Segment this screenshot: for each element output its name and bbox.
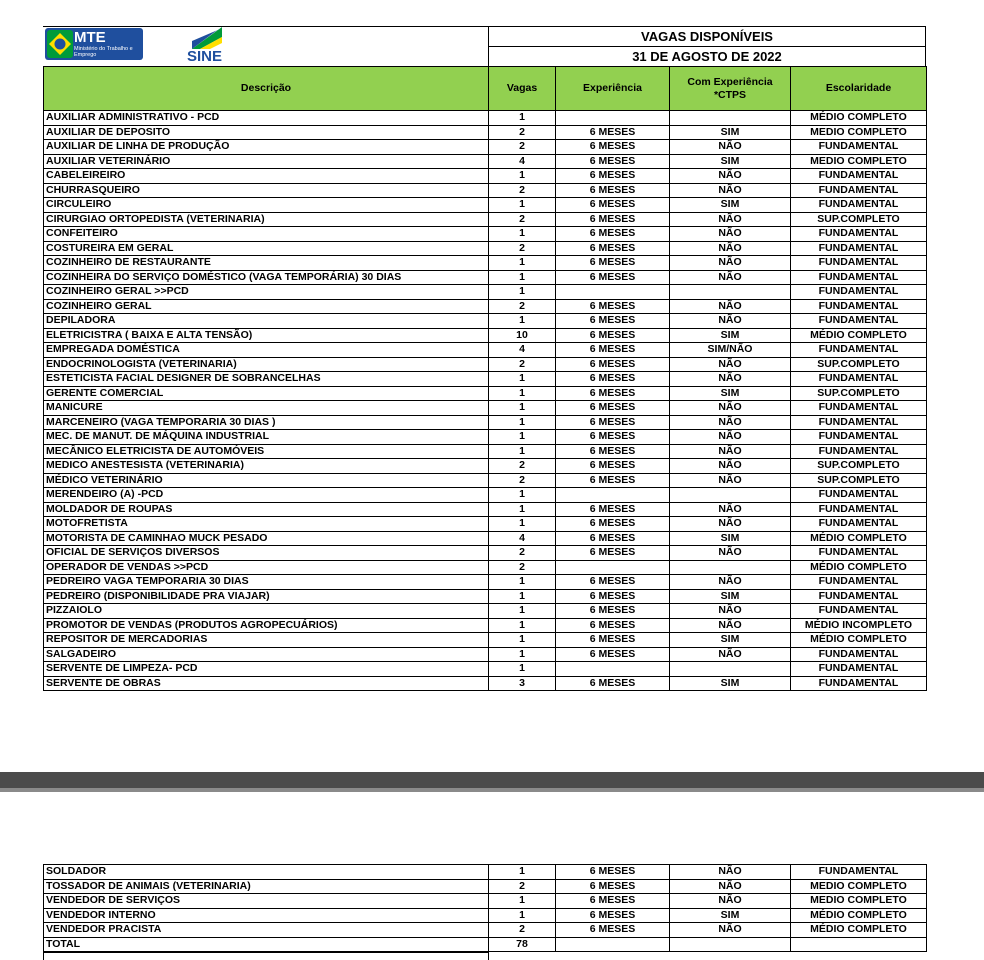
cell-escolaridade: MEDIO COMPLETO: [791, 894, 927, 909]
table-row: [44, 285, 927, 300]
cell-vagas: 1: [489, 227, 556, 242]
table-row: [44, 386, 927, 401]
cell-descricao: DEPILADORA: [44, 314, 489, 329]
table-row: [44, 183, 927, 198]
cell-descricao: ENDOCRINOLOGISTA (VETERINARIA): [44, 357, 489, 372]
cell-vagas: 2: [489, 459, 556, 474]
title-box: [488, 26, 926, 66]
cell-escolaridade: FUNDAMENTAL: [791, 372, 927, 387]
cell-ctps: [670, 937, 791, 952]
page-title: VAGAS DISPONÍVEIS: [489, 27, 925, 47]
cell-vagas: 4: [489, 154, 556, 169]
cell-escolaridade: FUNDAMENTAL: [791, 314, 927, 329]
cell-vagas: 2: [489, 140, 556, 155]
table-row: [44, 357, 927, 372]
cell-escolaridade: FUNDAMENTAL: [791, 270, 927, 285]
cell-experiencia: [556, 560, 670, 575]
cell-ctps: NÃO: [670, 517, 791, 532]
cell-descricao: CIRCULEIRO: [44, 198, 489, 213]
cell-ctps: SIM/NÃO: [670, 343, 791, 358]
cell-ctps: [670, 662, 791, 677]
table-row: [44, 865, 927, 880]
cell-experiencia: 6 MESES: [556, 314, 670, 329]
table-row: [44, 444, 927, 459]
cell-descricao: SERVENTE DE OBRAS: [44, 676, 489, 691]
cell-escolaridade: FUNDAMENTAL: [791, 604, 927, 619]
cell-escolaridade: FUNDAMENTAL: [791, 401, 927, 416]
cell-experiencia: 6 MESES: [556, 879, 670, 894]
cell-escolaridade: MEDIO COMPLETO: [791, 879, 927, 894]
cell-escolaridade: MÉDIO COMPLETO: [791, 908, 927, 923]
cell-experiencia: 6 MESES: [556, 546, 670, 561]
cell-experiencia: 6 MESES: [556, 198, 670, 213]
cell-descricao: PROMOTOR DE VENDAS (PRODUTOS AGROPECUÁRIOS): [44, 618, 489, 633]
cell-vagas: 1: [489, 604, 556, 619]
cell-vagas: 4: [489, 343, 556, 358]
cell-vagas: 2: [489, 183, 556, 198]
cell-vagas: 1: [489, 401, 556, 416]
cell-vagas: 1: [489, 444, 556, 459]
cell-experiencia: 6 MESES: [556, 923, 670, 938]
cell-ctps: SIM: [670, 154, 791, 169]
cell-experiencia: 6 MESES: [556, 299, 670, 314]
cell-experiencia: 6 MESES: [556, 401, 670, 416]
cell-experiencia: [556, 111, 670, 126]
cell-descricao: VENDEDOR INTERNO: [44, 908, 489, 923]
cell-descricao: VENDEDOR PRACISTA: [44, 923, 489, 938]
cell-ctps: NÃO: [670, 227, 791, 242]
cell-ctps: NÃO: [670, 415, 791, 430]
cell-experiencia: 6 MESES: [556, 502, 670, 517]
cell-ctps: SIM: [670, 198, 791, 213]
cell-escolaridade: FUNDAMENTAL: [791, 865, 927, 880]
cell-descricao: AUXILIAR ADMINISTRATIVO - PCD: [44, 111, 489, 126]
cell-ctps: SIM: [670, 908, 791, 923]
cell-vagas: 4: [489, 531, 556, 546]
cell-ctps: NÃO: [670, 357, 791, 372]
table-bottom-edge: [43, 952, 489, 960]
cell-vagas: 1: [489, 169, 556, 184]
cell-ctps: NÃO: [670, 444, 791, 459]
table-row: [44, 908, 927, 923]
cell-experiencia: 6 MESES: [556, 357, 670, 372]
cell-experiencia: 6 MESES: [556, 256, 670, 271]
cell-escolaridade: MÉDIO INCOMPLETO: [791, 618, 927, 633]
cell-escolaridade: FUNDAMENTAL: [791, 517, 927, 532]
cell-experiencia: 6 MESES: [556, 241, 670, 256]
cell-escolaridade: SUP.COMPLETO: [791, 357, 927, 372]
cell-ctps: NÃO: [670, 473, 791, 488]
cell-descricao: TOTAL: [44, 937, 489, 952]
cell-descricao: MECÂNICO ELETRICISTA DE AUTOMÓVEIS: [44, 444, 489, 459]
cell-escolaridade: MÉDIO COMPLETO: [791, 633, 927, 648]
cell-escolaridade: FUNDAMENTAL: [791, 502, 927, 517]
cell-descricao: MOTOFRETISTA: [44, 517, 489, 532]
table-row: [44, 618, 927, 633]
cell-vagas: 1: [489, 589, 556, 604]
table-row: [44, 299, 927, 314]
cell-ctps: NÃO: [670, 575, 791, 590]
cell-vagas: 1: [489, 372, 556, 387]
table-row: [44, 343, 927, 358]
cell-vagas: 1: [489, 386, 556, 401]
cell-descricao: CHURRASQUEIRO: [44, 183, 489, 198]
cell-vagas: 1: [489, 111, 556, 126]
cell-experiencia: 6 MESES: [556, 183, 670, 198]
cell-vagas: 1: [489, 517, 556, 532]
cell-escolaridade: FUNDAMENTAL: [791, 343, 927, 358]
table-row: [44, 154, 927, 169]
cell-descricao: PEDREIRO (DISPONIBILIDADE PRA VIAJAR): [44, 589, 489, 604]
cell-ctps: NÃO: [670, 183, 791, 198]
cell-descricao: MEDICO ANESTESISTA (VETERINARIA): [44, 459, 489, 474]
cell-ctps: NÃO: [670, 618, 791, 633]
cell-ctps: NÃO: [670, 212, 791, 227]
cell-descricao: AUXILIAR VETERINÁRIO: [44, 154, 489, 169]
table-row: [44, 923, 927, 938]
cell-experiencia: [556, 488, 670, 503]
cell-ctps: NÃO: [670, 241, 791, 256]
table-row: [44, 401, 927, 416]
cell-experiencia: 6 MESES: [556, 473, 670, 488]
cell-vagas: 1: [489, 908, 556, 923]
cell-experiencia: 6 MESES: [556, 430, 670, 445]
cell-escolaridade: MEDIO COMPLETO: [791, 125, 927, 140]
cell-descricao: AUXILIAR DE DEPOSITO: [44, 125, 489, 140]
table-row: [44, 227, 927, 242]
table-row: [44, 633, 927, 648]
cell-experiencia: 6 MESES: [556, 444, 670, 459]
cell-escolaridade: MEDIO COMPLETO: [791, 154, 927, 169]
table-row: [44, 473, 927, 488]
table-row: [44, 488, 927, 503]
table-row: [44, 937, 927, 952]
cell-descricao: CONFEITEIRO: [44, 227, 489, 242]
cell-descricao: COSTUREIRA EM GERAL: [44, 241, 489, 256]
cell-vagas: 78: [489, 937, 556, 952]
cell-vagas: 1: [489, 488, 556, 503]
cell-descricao: CABELEIREIRO: [44, 169, 489, 184]
cell-escolaridade: FUNDAMENTAL: [791, 241, 927, 256]
cell-escolaridade: MÉDIO COMPLETO: [791, 111, 927, 126]
cell-vagas: 1: [489, 502, 556, 517]
cell-escolaridade: MÉDIO COMPLETO: [791, 923, 927, 938]
cell-descricao: AUXILIAR DE LINHA DE PRODUÇÃO: [44, 140, 489, 155]
cell-escolaridade: FUNDAMENTAL: [791, 140, 927, 155]
cell-ctps: NÃO: [670, 169, 791, 184]
cell-experiencia: 6 MESES: [556, 589, 670, 604]
cell-ctps: NÃO: [670, 647, 791, 662]
sine-flag-icon: [192, 27, 222, 49]
table-row: [44, 531, 927, 546]
cell-vagas: 1: [489, 633, 556, 648]
cell-ctps: SIM: [670, 386, 791, 401]
cell-vagas: 2: [489, 212, 556, 227]
table-row: [44, 415, 927, 430]
cell-descricao: SALGADEIRO: [44, 647, 489, 662]
table-row: [44, 894, 927, 909]
table-bottom-edge-divider: [488, 952, 489, 960]
cell-descricao: OFICIAL DE SERVIÇOS DIVERSOS: [44, 546, 489, 561]
cell-vagas: 1: [489, 198, 556, 213]
brazil-flag-icon: [47, 30, 73, 58]
cell-vagas: 2: [489, 879, 556, 894]
cell-ctps: SIM: [670, 125, 791, 140]
cell-ctps: NÃO: [670, 372, 791, 387]
header-escolaridade: Escolaridade: [791, 67, 927, 111]
cell-ctps: NÃO: [670, 604, 791, 619]
cell-ctps: NÃO: [670, 879, 791, 894]
cell-vagas: 1: [489, 285, 556, 300]
cell-vagas: 1: [489, 618, 556, 633]
cell-escolaridade: [791, 937, 927, 952]
table-row: [44, 314, 927, 329]
cell-experiencia: 6 MESES: [556, 618, 670, 633]
cell-escolaridade: FUNDAMENTAL: [791, 546, 927, 561]
table-row: [44, 879, 927, 894]
table-row: [44, 328, 927, 343]
cell-descricao: MOLDADOR DE ROUPAS: [44, 502, 489, 517]
cell-experiencia: 6 MESES: [556, 647, 670, 662]
cell-ctps: SIM: [670, 676, 791, 691]
cell-experiencia: 6 MESES: [556, 125, 670, 140]
cell-escolaridade: MÉDIO COMPLETO: [791, 531, 927, 546]
cell-descricao: REPOSITOR DE MERCADORIAS: [44, 633, 489, 648]
table-row: [44, 270, 927, 285]
cell-escolaridade: FUNDAMENTAL: [791, 662, 927, 677]
cell-vagas: 1: [489, 575, 556, 590]
cell-vagas: 2: [489, 546, 556, 561]
cell-escolaridade: FUNDAMENTAL: [791, 256, 927, 271]
cell-experiencia: [556, 662, 670, 677]
cell-descricao: OPERADOR DE VENDAS >>PCD: [44, 560, 489, 575]
cell-ctps: NÃO: [670, 314, 791, 329]
cell-experiencia: 6 MESES: [556, 154, 670, 169]
cell-descricao: COZINHEIRA DO SERVIÇO DOMÉSTICO (VAGA TEMPORÁRIA) 30 DIAS: [44, 270, 489, 285]
table-row: [44, 589, 927, 604]
cell-experiencia: 6 MESES: [556, 328, 670, 343]
jobs-table: [43, 110, 927, 691]
cell-ctps: [670, 560, 791, 575]
cell-ctps: [670, 111, 791, 126]
table-row: [44, 546, 927, 561]
page-date: 31 DE AGOSTO DE 2022: [632, 49, 782, 64]
cell-ctps: NÃO: [670, 256, 791, 271]
cell-vagas: 1: [489, 894, 556, 909]
cell-descricao: MANICURE: [44, 401, 489, 416]
cell-descricao: COZINHEIRO GERAL >>PCD: [44, 285, 489, 300]
cell-escolaridade: FUNDAMENTAL: [791, 676, 927, 691]
cell-ctps: [670, 285, 791, 300]
cell-vagas: 2: [489, 241, 556, 256]
cell-escolaridade: FUNDAMENTAL: [791, 589, 927, 604]
cell-ctps: NÃO: [670, 923, 791, 938]
cell-ctps: SIM: [670, 633, 791, 648]
cell-ctps: NÃO: [670, 894, 791, 909]
cell-ctps: [670, 488, 791, 503]
cell-experiencia: 6 MESES: [556, 908, 670, 923]
cell-vagas: 2: [489, 125, 556, 140]
cell-vagas: 2: [489, 923, 556, 938]
cell-escolaridade: FUNDAMENTAL: [791, 299, 927, 314]
cell-ctps: NÃO: [670, 459, 791, 474]
header-descricao: Descrição: [44, 67, 489, 111]
cell-ctps: NÃO: [670, 270, 791, 285]
cell-escolaridade: MÉDIO COMPLETO: [791, 560, 927, 575]
cell-descricao: MERENDEIRO (A) -PCD: [44, 488, 489, 503]
table-row: [44, 560, 927, 575]
cell-descricao: PEDREIRO VAGA TEMPORARIA 30 DIAS: [44, 575, 489, 590]
cell-escolaridade: FUNDAMENTAL: [791, 444, 927, 459]
cell-experiencia: 6 MESES: [556, 343, 670, 358]
table-row: [44, 502, 927, 517]
table-row: [44, 604, 927, 619]
cell-escolaridade: FUNDAMENTAL: [791, 285, 927, 300]
cell-escolaridade: FUNDAMENTAL: [791, 169, 927, 184]
cell-vagas: 1: [489, 270, 556, 285]
cell-experiencia: 6 MESES: [556, 140, 670, 155]
cell-descricao: SERVENTE DE LIMPEZA- PCD: [44, 662, 489, 677]
table-row: [44, 125, 927, 140]
table-row: [44, 198, 927, 213]
cell-ctps: NÃO: [670, 502, 791, 517]
cell-ctps: SIM: [670, 328, 791, 343]
cell-descricao: MOTORISTA DE CAMINHAO MUCK PESADO: [44, 531, 489, 546]
cell-ctps: NÃO: [670, 546, 791, 561]
header-com-experiencia: Com Experiência *CTPS: [670, 67, 791, 111]
table-row: [44, 575, 927, 590]
sine-logo-text: SINE: [187, 48, 223, 65]
table-row: [44, 372, 927, 387]
cell-escolaridade: FUNDAMENTAL: [791, 198, 927, 213]
mte-logo-subtitle: Ministério do Trabalho e Emprego: [74, 46, 133, 58]
cell-experiencia: 6 MESES: [556, 415, 670, 430]
cell-vagas: 1: [489, 314, 556, 329]
page-separator-shadow: [0, 788, 984, 792]
cell-escolaridade: SUP.COMPLETO: [791, 459, 927, 474]
cell-escolaridade: SUP.COMPLETO: [791, 212, 927, 227]
cell-descricao: VENDEDOR DE SERVIÇOS: [44, 894, 489, 909]
cell-experiencia: 6 MESES: [556, 575, 670, 590]
cell-ctps: SIM: [670, 589, 791, 604]
cell-vagas: 10: [489, 328, 556, 343]
cell-descricao: MARCENEIRO (VAGA TEMPORARIA 30 DIAS ): [44, 415, 489, 430]
cell-escolaridade: MÉDIO COMPLETO: [791, 328, 927, 343]
cell-descricao: MEC. DE MANUT. DE MÁQUINA INDUSTRIAL: [44, 430, 489, 445]
table-row: [44, 212, 927, 227]
table-row: [44, 140, 927, 155]
cell-vagas: 2: [489, 357, 556, 372]
cell-escolaridade: FUNDAMENTAL: [791, 227, 927, 242]
table-row: [44, 111, 927, 126]
table-row: [44, 517, 927, 532]
cell-escolaridade: FUNDAMENTAL: [791, 575, 927, 590]
cell-experiencia: 6 MESES: [556, 270, 670, 285]
cell-experiencia: 6 MESES: [556, 517, 670, 532]
cell-descricao: PIZZAIOLO: [44, 604, 489, 619]
cell-vagas: 2: [489, 473, 556, 488]
cell-escolaridade: FUNDAMENTAL: [791, 647, 927, 662]
cell-vagas: 1: [489, 865, 556, 880]
table-row: [44, 430, 927, 445]
cell-descricao: MÉDICO VETERINÁRIO: [44, 473, 489, 488]
cell-escolaridade: FUNDAMENTAL: [791, 183, 927, 198]
cell-escolaridade: SUP.COMPLETO: [791, 386, 927, 401]
cell-experiencia: 6 MESES: [556, 169, 670, 184]
cell-ctps: NÃO: [670, 140, 791, 155]
table-row: [44, 676, 927, 691]
cell-descricao: COZINHEIRO DE RESTAURANTE: [44, 256, 489, 271]
cell-descricao: COZINHEIRO GERAL: [44, 299, 489, 314]
table-row: [44, 256, 927, 271]
cell-experiencia: 6 MESES: [556, 386, 670, 401]
table-row: [44, 169, 927, 184]
cell-experiencia: 6 MESES: [556, 894, 670, 909]
cell-experiencia: 6 MESES: [556, 604, 670, 619]
cell-ctps: NÃO: [670, 299, 791, 314]
cell-experiencia: 6 MESES: [556, 676, 670, 691]
cell-experiencia: 6 MESES: [556, 372, 670, 387]
header-experiencia: Experiência: [556, 67, 670, 111]
cell-descricao: EMPREGADA DOMÉSTICA: [44, 343, 489, 358]
table-header: [43, 66, 927, 111]
cell-ctps: NÃO: [670, 430, 791, 445]
cell-vagas: 2: [489, 560, 556, 575]
cell-escolaridade: FUNDAMENTAL: [791, 415, 927, 430]
page-separator: [0, 772, 984, 788]
cell-vagas: 3: [489, 676, 556, 691]
cell-escolaridade: FUNDAMENTAL: [791, 430, 927, 445]
cell-ctps: NÃO: [670, 865, 791, 880]
cell-escolaridade: SUP.COMPLETO: [791, 473, 927, 488]
cell-experiencia: 6 MESES: [556, 212, 670, 227]
cell-experiencia: 6 MESES: [556, 633, 670, 648]
cell-vagas: 1: [489, 430, 556, 445]
cell-vagas: 1: [489, 256, 556, 271]
table-row: [44, 241, 927, 256]
cell-descricao: SOLDADOR: [44, 865, 489, 880]
cell-experiencia: 6 MESES: [556, 227, 670, 242]
cell-ctps: NÃO: [670, 401, 791, 416]
cell-vagas: 1: [489, 647, 556, 662]
cell-vagas: 1: [489, 415, 556, 430]
table-row: [44, 647, 927, 662]
cell-ctps: SIM: [670, 531, 791, 546]
cell-experiencia: 6 MESES: [556, 531, 670, 546]
header-vagas: Vagas: [489, 67, 556, 111]
cell-experiencia: 6 MESES: [556, 865, 670, 880]
cell-vagas: 1: [489, 662, 556, 677]
cell-experiencia: [556, 937, 670, 952]
cell-experiencia: [556, 285, 670, 300]
mte-logo-text: MTE: [74, 29, 106, 46]
cell-vagas: 2: [489, 299, 556, 314]
cell-escolaridade: FUNDAMENTAL: [791, 488, 927, 503]
table-row: [44, 662, 927, 677]
cell-descricao: TOSSADOR DE ANIMAIS (VETERINARIA): [44, 879, 489, 894]
cell-descricao: ESTETICISTA FACIAL DESIGNER DE SOBRANCELHAS: [44, 372, 489, 387]
cell-descricao: GERENTE COMERCIAL: [44, 386, 489, 401]
table-row: [44, 459, 927, 474]
cell-descricao: ELETRICISTRA ( BAIXA E ALTA TENSÃO): [44, 328, 489, 343]
cell-experiencia: 6 MESES: [556, 459, 670, 474]
jobs-table-page2: [43, 864, 927, 952]
cell-descricao: CIRURGIAO ORTOPEDISTA (VETERINARIA): [44, 212, 489, 227]
